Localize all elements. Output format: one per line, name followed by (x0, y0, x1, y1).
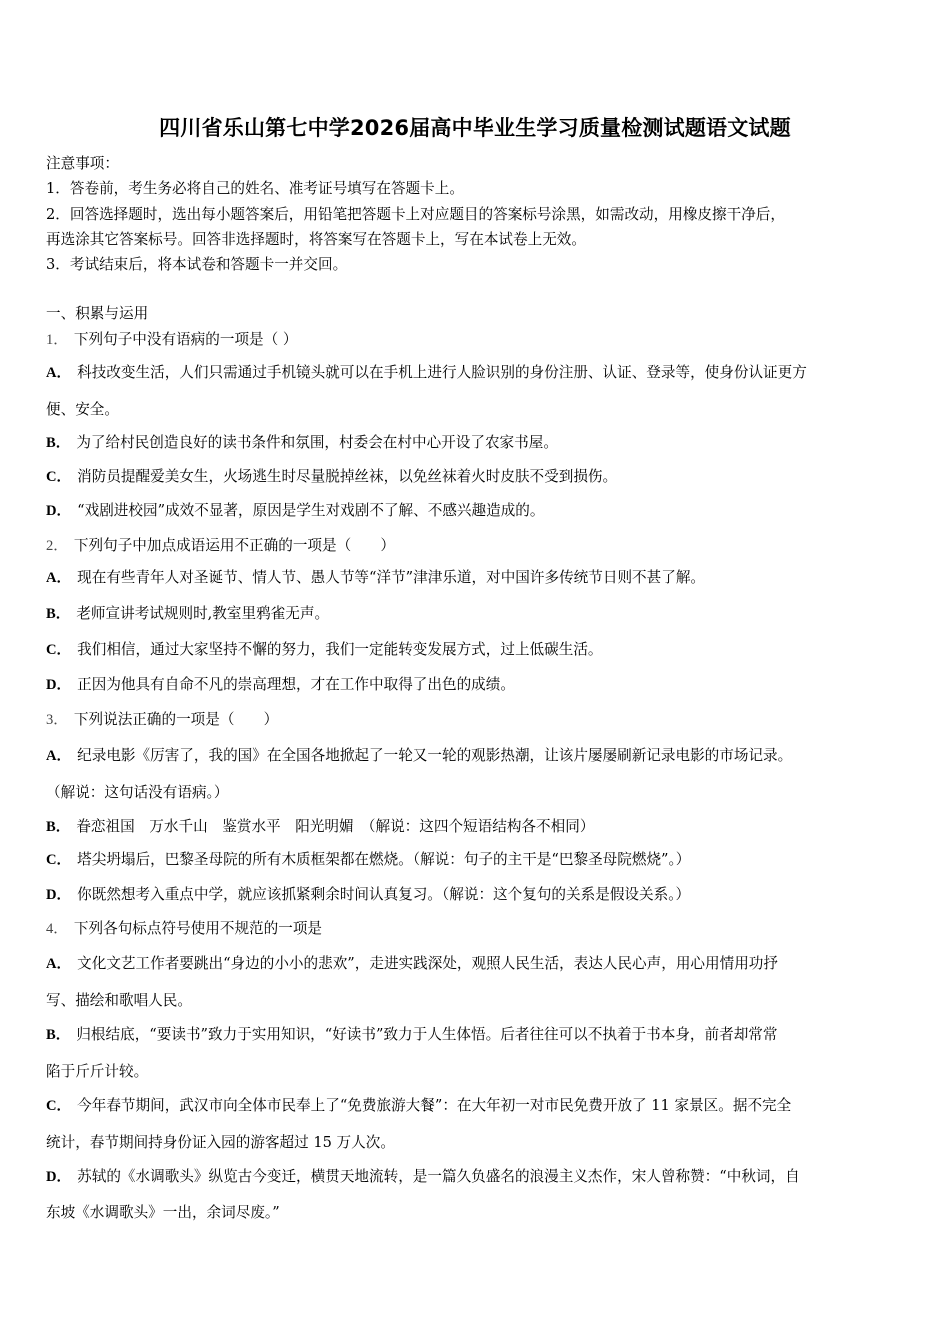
question-number: 2． (46, 538, 68, 554)
q4-option-a (46, 952, 908, 973)
option-text: 苏轼的《水调歌头》纵览古今变迁，横贯天地流转，是一篇久负盛名的浪漫主义杰作，宋人曾称赞：“中秋词，自 (77, 1168, 800, 1185)
question-text: 下列各句标点符号使用不规范的一项是 (73, 920, 323, 937)
q3-option-c (46, 848, 908, 869)
option-text: 今年春节期间，武汉市向全体市民奉上了“免费旅游大餐”：在大年初一对市民免费开放了 11 家景区。据不完全 (77, 1097, 792, 1114)
q4-option-a-continued: 写、描绘和歌唱人民。 (46, 992, 192, 1009)
option-label: C． (46, 1098, 72, 1114)
question-number: 1． (46, 332, 68, 348)
option-label: A． (46, 748, 72, 764)
option-text: 老师宣讲考试规则时,教室里鸦雀无声。 (76, 605, 330, 622)
q4-option-d (46, 1165, 908, 1186)
option-text: 归根结底，“要读书”致力于实用知识，“好读书”致力于人生体悟。后者往往可以不执着于书本身，前者却常常 (76, 1026, 778, 1043)
question-2-stem (46, 534, 908, 555)
option-text: “戏剧进校园”成效不显著，原因是学生对戏剧不了解、不感兴趣造成的。 (77, 502, 545, 519)
option-label: A． (46, 956, 72, 972)
section-heading: 一、积累与运用 (46, 305, 149, 322)
question-3-stem (46, 708, 908, 729)
option-label: A． (46, 365, 72, 381)
option-text: 消防员提醒爱美女生，火场逃生时尽量脱掉丝袜，以免丝袜着火时皮肤不受到损伤。 (77, 468, 618, 485)
question-text: 下列句子中没有语病的一项是（ ） (73, 331, 298, 348)
option-text: 文化文艺工作者要跳出“身边的小小的悲欢”，走进实践深处，观照人民生活，表达人民心声，用心用情用功抒 (77, 955, 778, 972)
q1-option-a (46, 361, 908, 382)
option-text: 现在有些青年人对圣诞节、情人节、愚人节等“洋节”津津乐道，对中国许多传统节日则不甚了解。 (77, 569, 706, 586)
q2-option-a (46, 566, 908, 587)
option-label: C． (46, 469, 72, 485)
option-text: 你既然想考入重点中学，就应该抓紧剩余时间认真复习。（解说：这个复句的关系是假设关系。） (77, 886, 691, 903)
page-title: 四川省乐山第七中学2026届高中毕业生学习质量检测试题语文试题 (159, 116, 791, 140)
q1-option-d (46, 499, 908, 520)
question-number: 3． (46, 712, 68, 728)
q1-option-b (46, 431, 908, 452)
option-text: 正因为他具有自命不凡的崇高理想，才在工作中取得了出色的成绩。 (77, 676, 515, 693)
option-label: D． (46, 887, 72, 903)
notice-line-4: 3．考试结束后，将本试卷和答题卡一并交回。 (46, 256, 348, 273)
option-text: 为了给村民创造良好的读书条件和氛围，村委会在村中心开设了农家书屋。 (76, 434, 558, 451)
q3-option-d (46, 883, 908, 904)
notice-line-2: 2．回答选择题时，选出每小题答案后，用铅笔把答题卡上对应题目的答案标号涂黑，如需改动，用橡皮擦干净后， (46, 206, 785, 223)
q1-option-a-continued: 便、安全。 (46, 401, 119, 418)
question-text: 下列句子中加点成语运用不正确的一项是（ ） (73, 537, 395, 554)
option-label: B． (46, 606, 71, 622)
q4-option-c-continued: 统计，春节期间持身份证入园的游客超过 15 万人次。 (46, 1134, 395, 1151)
option-label: B． (46, 819, 71, 835)
q2-option-c (46, 638, 908, 659)
q3-option-a (46, 744, 908, 765)
q4-option-d-continued: 东坡《水调歌头》一出，余词尽废。” (46, 1204, 280, 1221)
option-text: 纪录电影《厉害了，我的国》在全国各地掀起了一轮又一轮的观影热潮，让该片屡屡刷新记录电影的市场记录。 (77, 747, 793, 764)
option-text: 科技改变生活，人们只需通过手机镜头就可以在手机上进行人脸识别的身份注册、认证、登录等，使身份认证更方 (77, 364, 807, 381)
q3-option-a-continued: （解说：这句话没有语病。） (46, 784, 229, 801)
option-label: D． (46, 1169, 72, 1185)
option-text: 塔尖坍塌后，巴黎圣母院的所有木质框架都在燃烧。（解说：句子的主干是“巴黎圣母院燃烧”。） (77, 851, 691, 868)
option-label: D． (46, 677, 72, 693)
question-1-stem (46, 328, 908, 349)
notice-line-3: 再选涂其它答案标号。回答非选择题时，将答案写在答题卡上，写在本试卷上无效。 (46, 231, 586, 248)
q3-option-b (46, 815, 908, 836)
question-number: 4． (46, 921, 68, 937)
q2-option-d (46, 673, 908, 694)
question-4-stem (46, 917, 908, 938)
q4-option-b-continued: 陷于斤斤计较。 (46, 1063, 149, 1080)
option-label: C． (46, 852, 72, 868)
q4-option-c (46, 1094, 908, 1115)
q1-option-c (46, 465, 908, 486)
q4-option-b (46, 1023, 908, 1044)
option-text: 我们相信，通过大家坚持不懈的努力，我们一定能转变发展方式，过上低碳生活。 (77, 641, 603, 658)
option-label: D． (46, 503, 72, 519)
option-text: 眷恋祖国 万水千山 鉴赏水平 阳光明媚 （解说：这四个短语结构各不相同） (76, 818, 595, 835)
notice-line-1: 1．答卷前，考生务必将自己的姓名、准考证号填写在答题卡上。 (46, 180, 464, 197)
q2-option-b (46, 602, 908, 623)
option-label: B． (46, 435, 71, 451)
option-label: C． (46, 642, 72, 658)
option-label: B． (46, 1027, 71, 1043)
question-text: 下列说法正确的一项是（ ） (73, 711, 279, 728)
notice-heading: 注意事项： (46, 155, 119, 172)
option-label: A． (46, 570, 72, 586)
